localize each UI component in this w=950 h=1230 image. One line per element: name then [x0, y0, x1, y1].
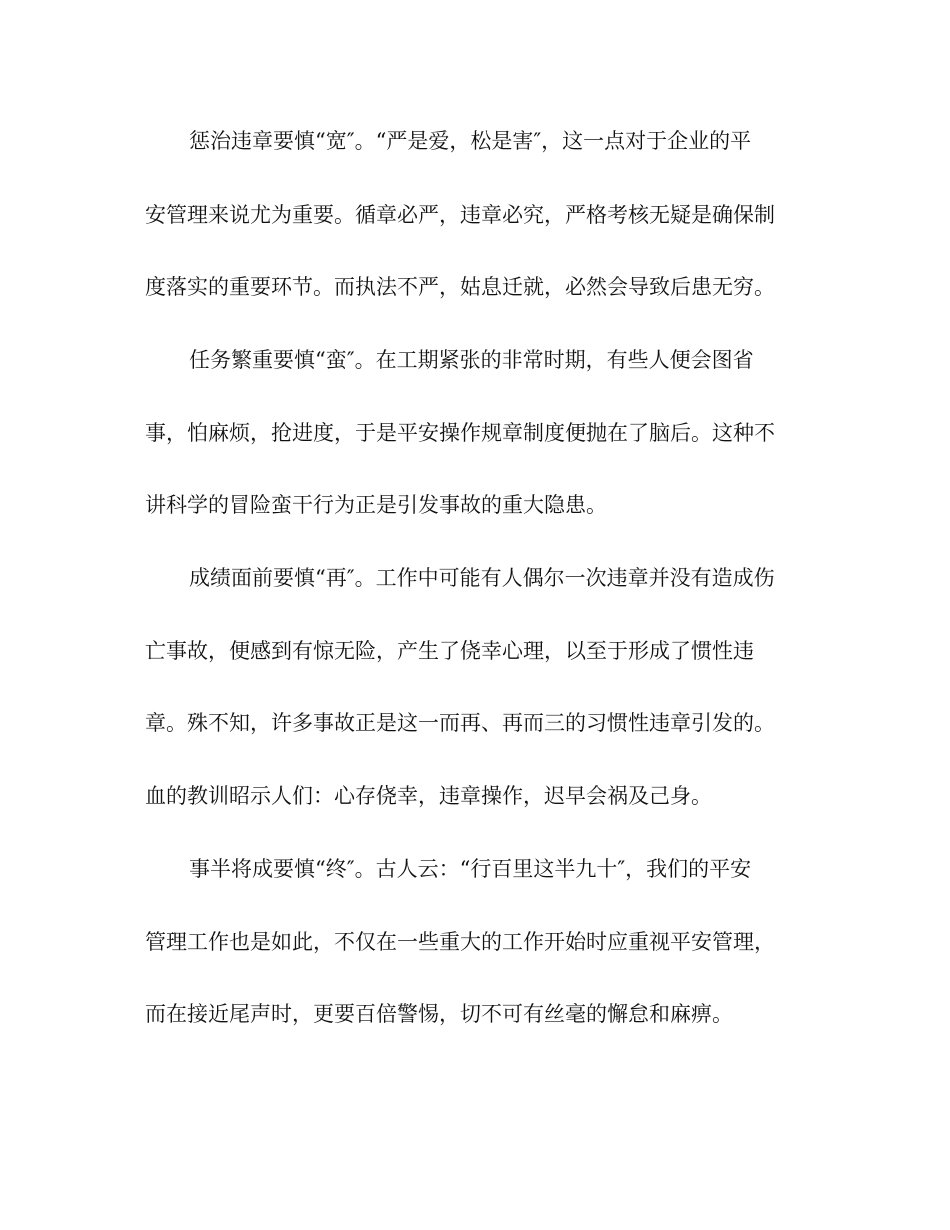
- paragraph-4-line-2: 管理工作也是如此，不仅在一些重大的工作开始时应重视平安管理，: [145, 930, 775, 954]
- paragraph-3-line-1: 成绩面前要慎“再″。工作中可能有人偶尔一次违章并没有造成伤: [189, 566, 775, 590]
- paragraph-4-line-3: 而在接近尾声时，更要百倍警惕，切不可有丝毫的懈怠和麻痹。: [145, 1002, 733, 1026]
- paragraph-1-line-2: 安管理来说尤为重要。循章必严，违章必究，严格考核无疑是确保制: [145, 203, 775, 227]
- paragraph-3-line-3: 章。殊不知，许多事故正是这一而再、再而三的习惯性违章引发的。: [145, 711, 775, 735]
- paragraph-1-line-1: 惩治违章要慎“宽″。“严是爱，松是害″，这一点对于企业的平: [189, 129, 752, 153]
- paragraph-4-line-1: 事半将成要慎“终″。古人云：“行百里这半九十″，我们的平安: [189, 857, 752, 881]
- paragraph-2-line-2: 事，怕麻烦，抢进度，于是平安操作规章制度便抛在了脑后。这种不: [145, 421, 775, 445]
- paragraph-3-line-4: 血的教训昭示人们：心存侥幸，违章操作，迟早会祸及己身。: [145, 784, 712, 808]
- paragraph-2-line-1: 任务繁重要慎“蛮″。在工期紧张的非常时期，有些人便会图省: [189, 348, 754, 372]
- paragraph-3-line-2: 亡事故，便感到有惊无险，产生了侥幸心理，以至于形成了惯性违: [145, 639, 754, 663]
- paragraph-1-line-3: 度落实的重要环节。而执法不严，姑息迁就，必然会导致后患无穷。: [145, 275, 775, 299]
- paragraph-2-line-3: 讲科学的冒险蛮干行为正是引发事故的重大隐患。: [145, 493, 607, 517]
